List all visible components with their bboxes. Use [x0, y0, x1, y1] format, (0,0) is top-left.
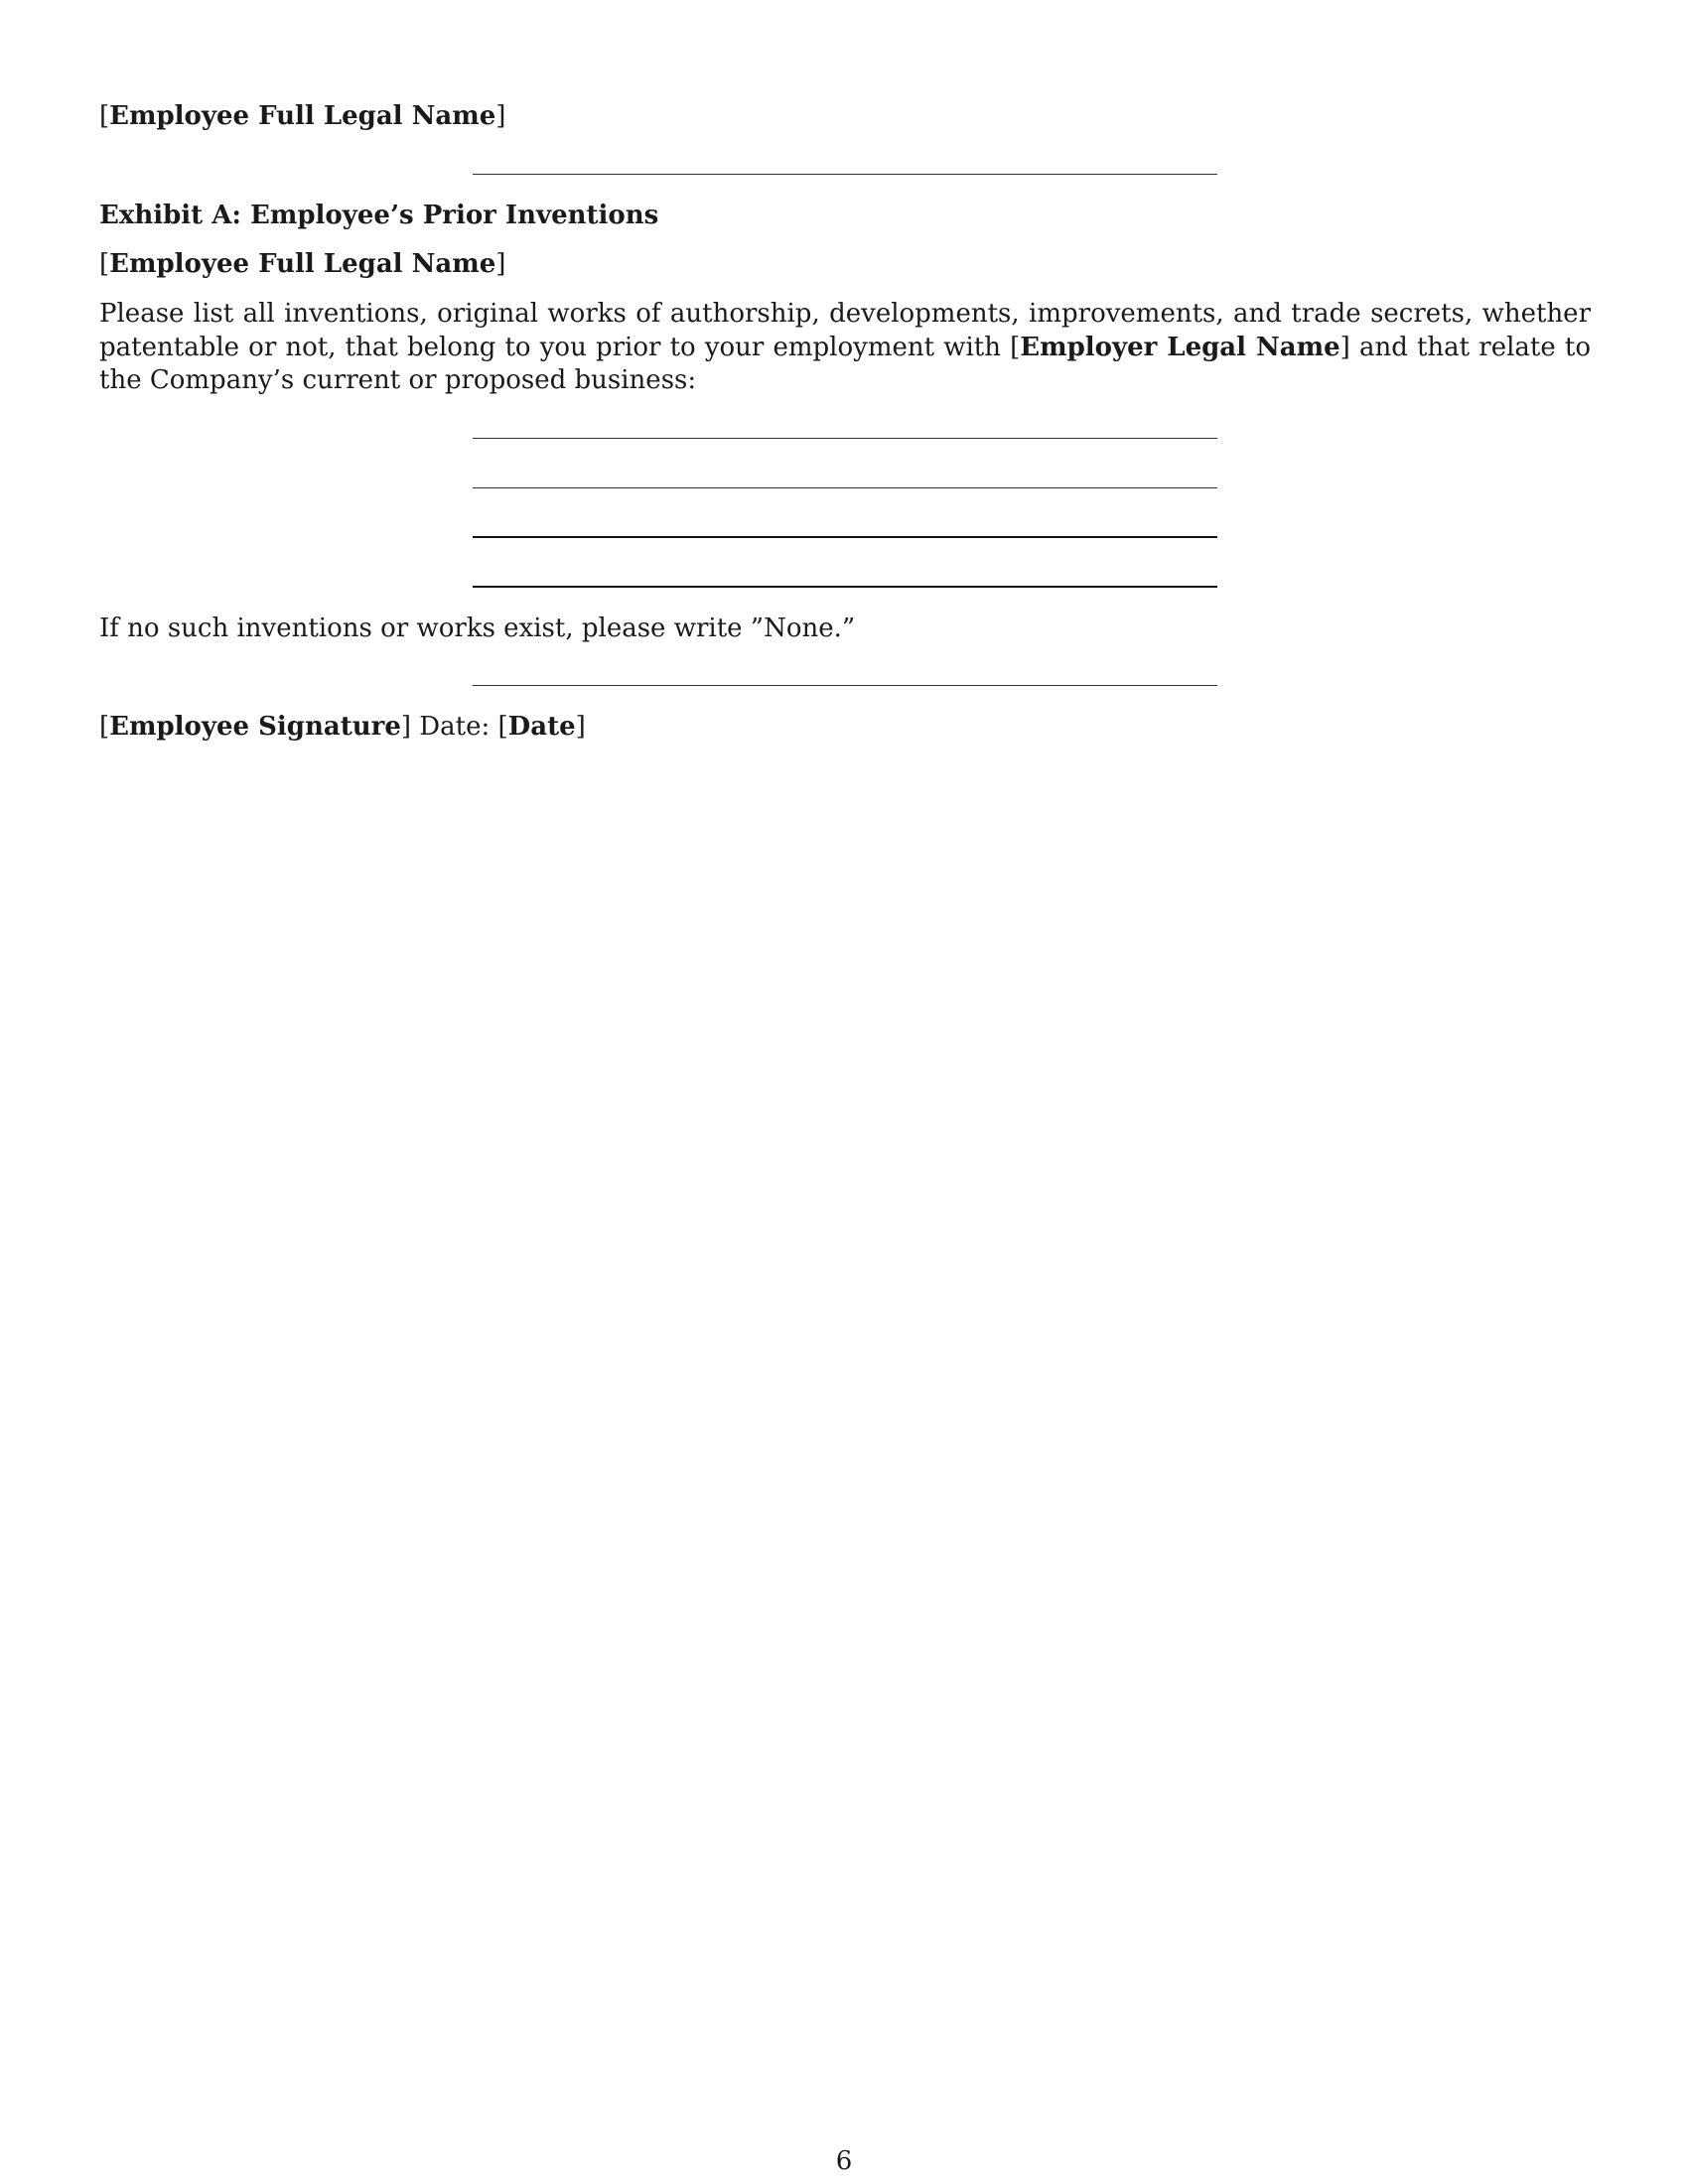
open-bracket: [ — [99, 712, 110, 742]
exhibit-employee-name-line — [99, 248, 505, 281]
open-bracket: [ — [99, 249, 110, 279]
open-bracket: [ — [99, 101, 110, 131]
close-bracket: ] — [575, 712, 586, 742]
employee-name-placeholder: Employee Full Legal Name — [109, 101, 496, 131]
close-bracket: ] — [400, 712, 412, 742]
invention-blank-line-3[interactable] — [473, 536, 1217, 538]
date-placeholder: Date — [507, 712, 576, 742]
close-bracket: ] — [495, 101, 506, 131]
employer-name-placeholder: Employer Legal Name — [1020, 332, 1340, 362]
invention-blank-line-2[interactable] — [473, 487, 1217, 488]
instructions-text-after: and that relate to the Company’s current or proposed business: — [99, 332, 1591, 395]
employee-name-line — [99, 100, 505, 133]
signature-line[interactable] — [473, 685, 1217, 686]
signature-date-line — [99, 711, 586, 744]
close-bracket: ] — [1339, 332, 1350, 362]
employee-signature-placeholder: Employee Signature — [109, 712, 401, 742]
none-instruction: If no such inventions or works exist, please write ”None.” — [99, 614, 856, 643]
exhibit-title: Exhibit A: Employee’s Prior Inventions — [99, 201, 659, 230]
open-bracket: [ — [497, 712, 508, 742]
close-bracket: ] — [495, 249, 506, 279]
open-bracket: [ — [1010, 332, 1021, 362]
invention-blank-line-1[interactable] — [473, 438, 1217, 439]
instructions-paragraph — [99, 298, 1591, 398]
page-number: 6 — [835, 2146, 853, 2176]
invention-blank-line-4[interactable] — [473, 586, 1217, 588]
date-label: Date: — [411, 712, 498, 742]
signature-blank-line[interactable] — [473, 174, 1217, 175]
exhibit-employee-name-placeholder: Employee Full Legal Name — [109, 249, 496, 279]
instructions-text-before: Please list all inventions, original works of authorship, developments, improvements, and trade secrets, whether patentable or not, that belong to you prior to your employment with — [99, 299, 1591, 362]
